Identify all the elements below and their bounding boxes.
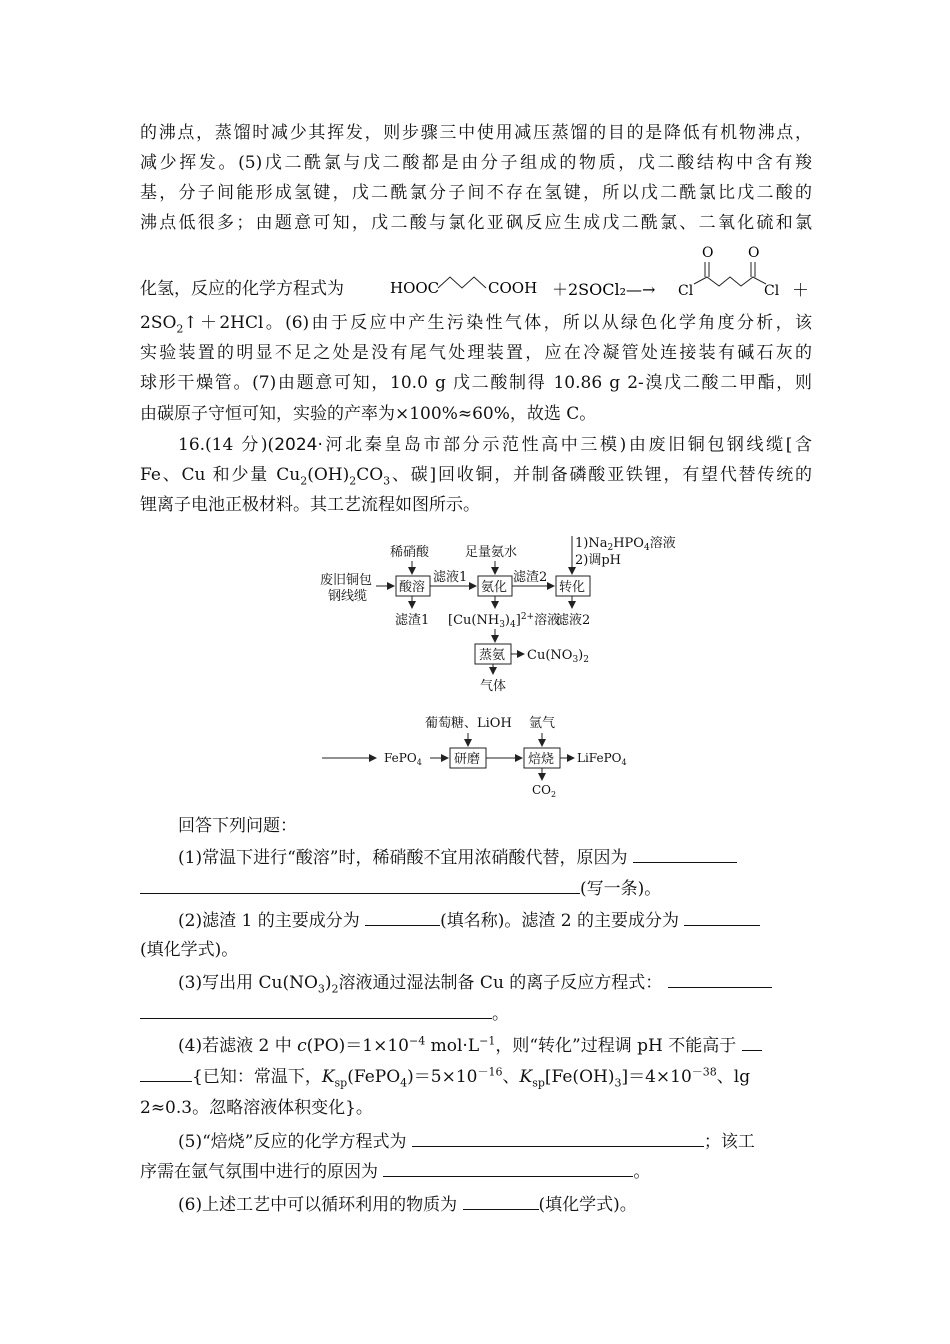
output-residue1: 滤渣1 xyxy=(395,613,430,628)
solution-line-3: 基，分子间能形成氢键，戊二酰氯分子间不存在氢键，所以戊二酰氯比戊二酸的 xyxy=(140,183,812,203)
q1-line-2: (写一条)。 xyxy=(140,877,661,900)
input-material-2: 钢线缆 xyxy=(328,589,368,604)
q5-line-2: 序需在氩气氛围中进行的原因为 。 xyxy=(140,1162,651,1182)
label-fepo4: FePO$_4$ xyxy=(384,751,422,767)
question-16-line-3: 锂离子电池正极材料。其工艺流程如图所示。 xyxy=(140,495,480,515)
box-acid-dissolve-label: 酸溶 xyxy=(399,580,426,595)
q4-answer-blank-2[interactable] xyxy=(140,1065,192,1082)
output-gas: 气体 xyxy=(480,679,507,694)
output-cu-ammine: $[Cu(NH_3)_4]^{2+}$溶液 xyxy=(448,612,561,630)
reactant-chain xyxy=(438,277,486,288)
product-o-left: O xyxy=(702,245,714,261)
solution-line-1: 的沸点，蒸馏时减少其挥发，则步骤三中使用减压蒸馏的目的是降低有机物沸点， xyxy=(140,123,812,143)
solution-line-2: 减少挥发。(5)戊二酰氯与戊二酸都是由分子组成的物质，戊二酸结构中含有羧 xyxy=(140,153,812,173)
label-filtrate1: 滤液1 xyxy=(433,570,468,585)
reactant-right: COOH xyxy=(488,279,538,297)
reagent-argon: 氩气 xyxy=(529,716,556,731)
question-16-line-1: 16.(14 分)(2024·河北秦皇岛市部分示范性高中三模)由废旧铜包钢线缆[含 xyxy=(178,435,813,455)
q2-line-1: (2)滤渣 1 的主要成分为 (填名称)。滤渣 2 的主要成分为 xyxy=(178,909,760,932)
product-o-right: O xyxy=(748,245,760,261)
reagent-socl2: ＋2SOCl₂—→ xyxy=(552,280,656,299)
q1-answer-blank-1[interactable] xyxy=(633,846,737,863)
box-roasting-label: 焙烧 xyxy=(528,752,555,767)
q3-line-2: 。 xyxy=(140,1002,509,1025)
q6-line-1: (6)上述工艺中可以循环利用的物质为 (填化学式)。 xyxy=(178,1195,637,1215)
q5-answer-blank-2[interactable] xyxy=(383,1160,633,1177)
process-flowchart xyxy=(300,528,700,804)
product-chain xyxy=(694,277,766,286)
reagent-adjust-ph: 2)调pH xyxy=(575,553,622,568)
solution-line-5-text: 化氢，反应的化学方程式为 xyxy=(140,279,344,299)
output-lifepo4: LiFePO$_4$ xyxy=(577,751,627,767)
q1-line-1: (1)常温下进行“酸溶”时，稀硝酸不宜用浓硝酸代替，原因为 xyxy=(178,846,737,869)
question-source: 2024·河北秦皇岛市部分示范性高中三模 xyxy=(274,435,620,455)
reagent-dilute-nitric: 稀硝酸 xyxy=(390,545,430,560)
plus-sign: ＋ xyxy=(792,281,809,301)
q2-line-2: (填化学式)。 xyxy=(140,940,239,960)
solution-line-7: 实验装置的明显不足之处是没有尾气处理装置，应在冷凝管处连接装有碱石灰的 xyxy=(140,343,812,363)
q3-line-1: (3)写出用 $Cu(NO_3)_2$溶液通过湿法制备 Cu 的离子反应方程式： xyxy=(178,971,772,994)
product-cl-right: Cl xyxy=(764,283,780,299)
q3-answer-blank-2[interactable] xyxy=(140,1002,492,1019)
reagent-ammonia: 足量氨水 xyxy=(465,545,518,560)
q3-answer-blank-1[interactable] xyxy=(668,971,772,988)
product-cl-left: Cl xyxy=(678,283,694,299)
q1-answer-blank-2[interactable] xyxy=(140,877,580,894)
solution-line-9: 由碳原子守恒可知，实验的产率为×100%≈60%，故选 C。 xyxy=(140,404,597,424)
solution-line-4: 沸点低很多；由题意可知，戊二酸与氯化亚砜反应生成戊二酰氯、二氧化硫和氯 xyxy=(140,213,812,233)
solution-line-8: 球形干燥管。(7)由题意可知，10.0 g 戊二酸制得 10.86 g 2-溴戊二酸二甲酯，则 xyxy=(140,373,812,393)
box-grinding-label: 研磨 xyxy=(454,752,481,767)
box-distill-ammonia-label: 蒸氨 xyxy=(479,648,506,663)
q2-answer-blank-1[interactable] xyxy=(365,909,440,926)
input-material-1: 废旧铜包 xyxy=(320,573,373,588)
q4-answer-blank-1[interactable] xyxy=(742,1034,762,1051)
output-co2: $CO_2$ xyxy=(532,783,557,799)
q5-answer-blank-1[interactable] xyxy=(412,1130,704,1147)
q4-line-3: 2≈0.3。忽略溶液体积变化}。 xyxy=(140,1098,373,1118)
label-residue2: 滤渣2 xyxy=(513,570,548,585)
q5-line-1: (5)“焙烧”反应的化学方程式为 ；该工 xyxy=(178,1132,755,1152)
q4-line-1: (4)若滤液 2 中 $c(PO)=1\times 10^{-4}$ $mol\cdot L^{-1}$，则“转化”过程调 pH 不能高于 xyxy=(178,1034,762,1057)
reactant-left: HOOC xyxy=(390,279,440,297)
q2-answer-blank-2[interactable] xyxy=(684,909,760,926)
q4-line-2: {已知：常温下，$K_{sp}(FePO_4)=5\times 10^{-16}$、$K_{sp}[Fe(OH)_3]=4\times 10^{-38}$、lg xyxy=(140,1065,750,1088)
solution-line-6: $2SO_2↑+2HCl$。(6)由于反应中产生污染性气体，所以从绿色化学角度分析，该 xyxy=(140,313,812,336)
box-conversion-label: 转化 xyxy=(559,580,586,595)
q6-answer-blank[interactable] xyxy=(463,1193,539,1210)
output-filtrate2: 滤液2 xyxy=(556,613,591,628)
output-cuno3: $Cu(NO_3)_2$ xyxy=(527,648,589,665)
reaction-equation-structures xyxy=(380,240,820,310)
box-ammoniation-label: 氨化 xyxy=(481,580,508,595)
reagent-na2hpo4: $1)Na_2HPO_4$溶液 xyxy=(575,536,676,553)
reagent-glucose-lioh: 葡萄糖、LiOH xyxy=(425,716,512,731)
prompt-intro: 回答下列问题： xyxy=(178,816,297,836)
question-16-line-2: Fe、Cu 和少量 $Cu_2(OH)_2CO_3$、碳]回收铜，并制备磷酸亚铁锂，有望代替传统的 xyxy=(140,465,812,488)
